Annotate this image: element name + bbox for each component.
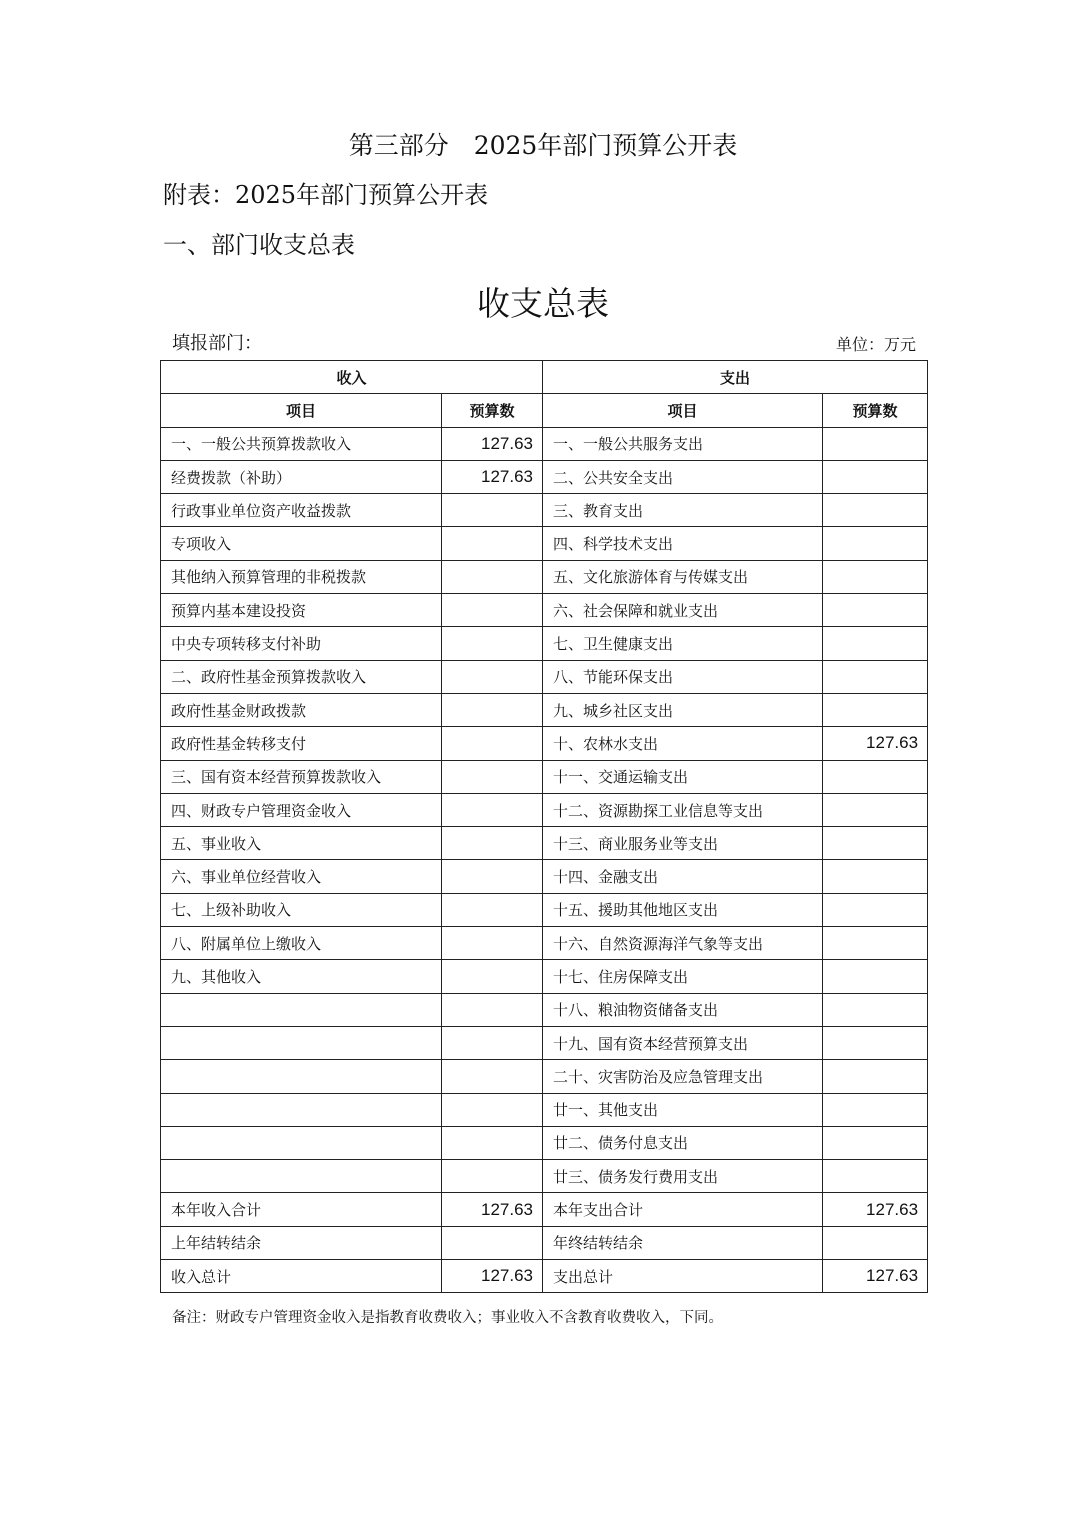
income-amount-cell [442, 594, 543, 627]
income-amount-cell: 127.63 [442, 427, 543, 460]
income-item-cell [161, 1160, 442, 1193]
expense-item-cell: 廿三、债务发行费用支出 [543, 1160, 823, 1193]
expense-amount-cell: 127.63 [823, 727, 928, 760]
expense-item-cell: 年终结转结余 [543, 1226, 823, 1259]
income-item-cell: 中央专项转移支付补助 [161, 627, 442, 660]
expense-item-cell: 十三、商业服务业等支出 [543, 827, 823, 860]
income-amount-cell: 127.63 [442, 1260, 543, 1293]
budget-summary-table [160, 360, 928, 1293]
expense-amount-cell [823, 1060, 928, 1093]
table-row [161, 427, 928, 460]
expense-amount-cell: 127.63 [823, 1260, 928, 1293]
expense-item-cell: 十六、自然资源海洋气象等支出 [543, 927, 823, 960]
expense-amount-cell [823, 827, 928, 860]
expense-amount-cell [823, 860, 928, 893]
income-amount-cell [442, 827, 543, 860]
unit-label: 单位：万元 [835, 335, 916, 354]
income-item-cell: 二、政府性基金预算拨款收入 [161, 660, 442, 693]
income-amount-cell [442, 860, 543, 893]
expense-amount-cell [823, 660, 928, 693]
income-item-cell: 七、上级补助收入 [161, 893, 442, 926]
table-row [161, 1193, 928, 1226]
expense-amount-cell [823, 993, 928, 1026]
income-amount-cell [442, 993, 543, 1026]
expense-amount-cell [823, 594, 928, 627]
table-row [161, 1126, 928, 1159]
income-item-cell: 四、财政专户管理资金收入 [161, 793, 442, 826]
expense-item-cell: 二、公共安全支出 [543, 460, 823, 493]
table-row [161, 494, 928, 527]
expense-item-cell: 九、城乡社区支出 [543, 693, 823, 726]
table-row [161, 1260, 928, 1293]
income-item-cell [161, 993, 442, 1026]
expense-item-header: 项目 [543, 394, 823, 427]
table-row [161, 627, 928, 660]
expense-amount-cell [823, 793, 928, 826]
income-amount-cell [442, 627, 543, 660]
footnote: 备注：财政专户管理资金收入是指教育收费收入；事业收入不含教育收费收入，下同。 [172, 1310, 723, 1326]
income-item-cell [161, 1126, 442, 1159]
table-row [161, 1026, 928, 1059]
expense-amount-cell [823, 1160, 928, 1193]
income-amount-cell [442, 1026, 543, 1059]
expense-item-cell: 十七、住房保障支出 [543, 960, 823, 993]
expense-amount-cell [823, 1226, 928, 1259]
income-item-cell: 专项收入 [161, 527, 442, 560]
income-amount-cell [442, 960, 543, 993]
expense-amount-cell [823, 627, 928, 660]
group-header-row [161, 361, 928, 394]
income-amount-cell [442, 1126, 543, 1159]
expense-amount-cell [823, 527, 928, 560]
budget-table-body [161, 427, 928, 1293]
fill-department-label: 填报部门： [172, 333, 262, 354]
income-amount-cell [442, 660, 543, 693]
income-amount-cell [442, 1093, 543, 1126]
income-amount-cell [442, 1060, 543, 1093]
income-amount-header: 预算数 [442, 394, 543, 427]
income-item-cell: 五、事业收入 [161, 827, 442, 860]
income-item-cell [161, 1026, 442, 1059]
table-row [161, 460, 928, 493]
income-amount-cell [442, 760, 543, 793]
expense-item-cell: 廿一、其他支出 [543, 1093, 823, 1126]
expense-amount-header: 预算数 [823, 394, 928, 427]
appendix-title: 附表：2025年部门预算公开表 [163, 181, 489, 209]
expense-item-cell: 十九、国有资本经营预算支出 [543, 1026, 823, 1059]
expense-item-cell: 廿二、债务付息支出 [543, 1126, 823, 1159]
expense-item-cell: 二十、灾害防治及应急管理支出 [543, 1060, 823, 1093]
expense-item-cell: 十二、资源勘探工业信息等支出 [543, 793, 823, 826]
expense-amount-cell [823, 693, 928, 726]
income-item-cell: 行政事业单位资产收益拨款 [161, 494, 442, 527]
income-item-header: 项目 [161, 394, 442, 427]
expense-amount-cell [823, 1026, 928, 1059]
table-row [161, 860, 928, 893]
table-row [161, 1060, 928, 1093]
income-amount-cell [442, 1160, 543, 1193]
expense-amount-cell [823, 560, 928, 593]
expense-amount-cell [823, 1126, 928, 1159]
expense-item-cell: 十八、粮油物资储备支出 [543, 993, 823, 1026]
income-item-cell: 上年结转结余 [161, 1226, 442, 1259]
expense-item-cell: 一、一般公共服务支出 [543, 427, 823, 460]
expense-group-header: 支出 [543, 361, 928, 394]
table-row [161, 1093, 928, 1126]
income-amount-cell [442, 727, 543, 760]
income-item-cell: 收入总计 [161, 1260, 442, 1293]
income-group-header: 收入 [161, 361, 543, 394]
table-row [161, 760, 928, 793]
table-row [161, 660, 928, 693]
income-amount-cell [442, 494, 543, 527]
income-item-cell: 九、其他收入 [161, 960, 442, 993]
table-row [161, 893, 928, 926]
income-amount-cell [442, 1226, 543, 1259]
expense-item-cell: 十、农林水支出 [543, 727, 823, 760]
section-title: 一、部门收支总表 [163, 231, 355, 259]
table-row [161, 993, 928, 1026]
expense-amount-cell [823, 927, 928, 960]
income-item-cell: 本年收入合计 [161, 1193, 442, 1226]
column-header-row [161, 394, 928, 427]
expense-amount-cell [823, 960, 928, 993]
expense-amount-cell [823, 427, 928, 460]
expense-item-cell: 三、教育支出 [543, 494, 823, 527]
income-item-cell: 三、国有资本经营预算拨款收入 [161, 760, 442, 793]
income-amount-cell: 127.63 [442, 1193, 543, 1226]
table-row [161, 527, 928, 560]
table-row [161, 927, 928, 960]
income-amount-cell [442, 693, 543, 726]
income-item-cell: 一、一般公共预算拨款收入 [161, 427, 442, 460]
table-row [161, 727, 928, 760]
table-row [161, 560, 928, 593]
income-item-cell: 六、事业单位经营收入 [161, 860, 442, 893]
table-row [161, 594, 928, 627]
income-amount-cell [442, 560, 543, 593]
table-row [161, 1226, 928, 1259]
expense-amount-cell [823, 1093, 928, 1126]
expense-item-cell: 十四、金融支出 [543, 860, 823, 893]
income-item-cell [161, 1093, 442, 1126]
expense-item-cell: 六、社会保障和就业支出 [543, 594, 823, 627]
expense-item-cell: 十一、交通运输支出 [543, 760, 823, 793]
expense-item-cell: 八、节能环保支出 [543, 660, 823, 693]
income-item-cell [161, 1060, 442, 1093]
expense-amount-cell [823, 760, 928, 793]
table-row [161, 960, 928, 993]
table-row [161, 793, 928, 826]
expense-item-cell: 七、卫生健康支出 [543, 627, 823, 660]
income-item-cell: 政府性基金转移支付 [161, 727, 442, 760]
income-item-cell: 八、附属单位上缴收入 [161, 927, 442, 960]
income-amount-cell [442, 927, 543, 960]
expense-item-cell: 支出总计 [543, 1260, 823, 1293]
income-amount-cell [442, 527, 543, 560]
income-amount-cell [442, 893, 543, 926]
expense-item-cell: 本年支出合计 [543, 1193, 823, 1226]
income-item-cell: 经费拨款（补助） [161, 460, 442, 493]
income-item-cell: 其他纳入预算管理的非税拨款 [161, 560, 442, 593]
income-amount-cell [442, 793, 543, 826]
expense-item-cell: 四、科学技术支出 [543, 527, 823, 560]
expense-amount-cell [823, 460, 928, 493]
expense-amount-cell: 127.63 [823, 1193, 928, 1226]
expense-item-cell: 十五、援助其他地区支出 [543, 893, 823, 926]
table-row [161, 1160, 928, 1193]
table-row [161, 693, 928, 726]
expense-amount-cell [823, 494, 928, 527]
table-title: 收支总表 [477, 284, 609, 323]
income-item-cell: 预算内基本建设投资 [161, 594, 442, 627]
expense-item-cell: 五、文化旅游体育与传媒支出 [543, 560, 823, 593]
expense-amount-cell [823, 893, 928, 926]
income-amount-cell: 127.63 [442, 460, 543, 493]
part-title: 第三部分 2025年部门预算公开表 [348, 131, 738, 160]
income-item-cell: 政府性基金财政拨款 [161, 693, 442, 726]
table-row [161, 827, 928, 860]
